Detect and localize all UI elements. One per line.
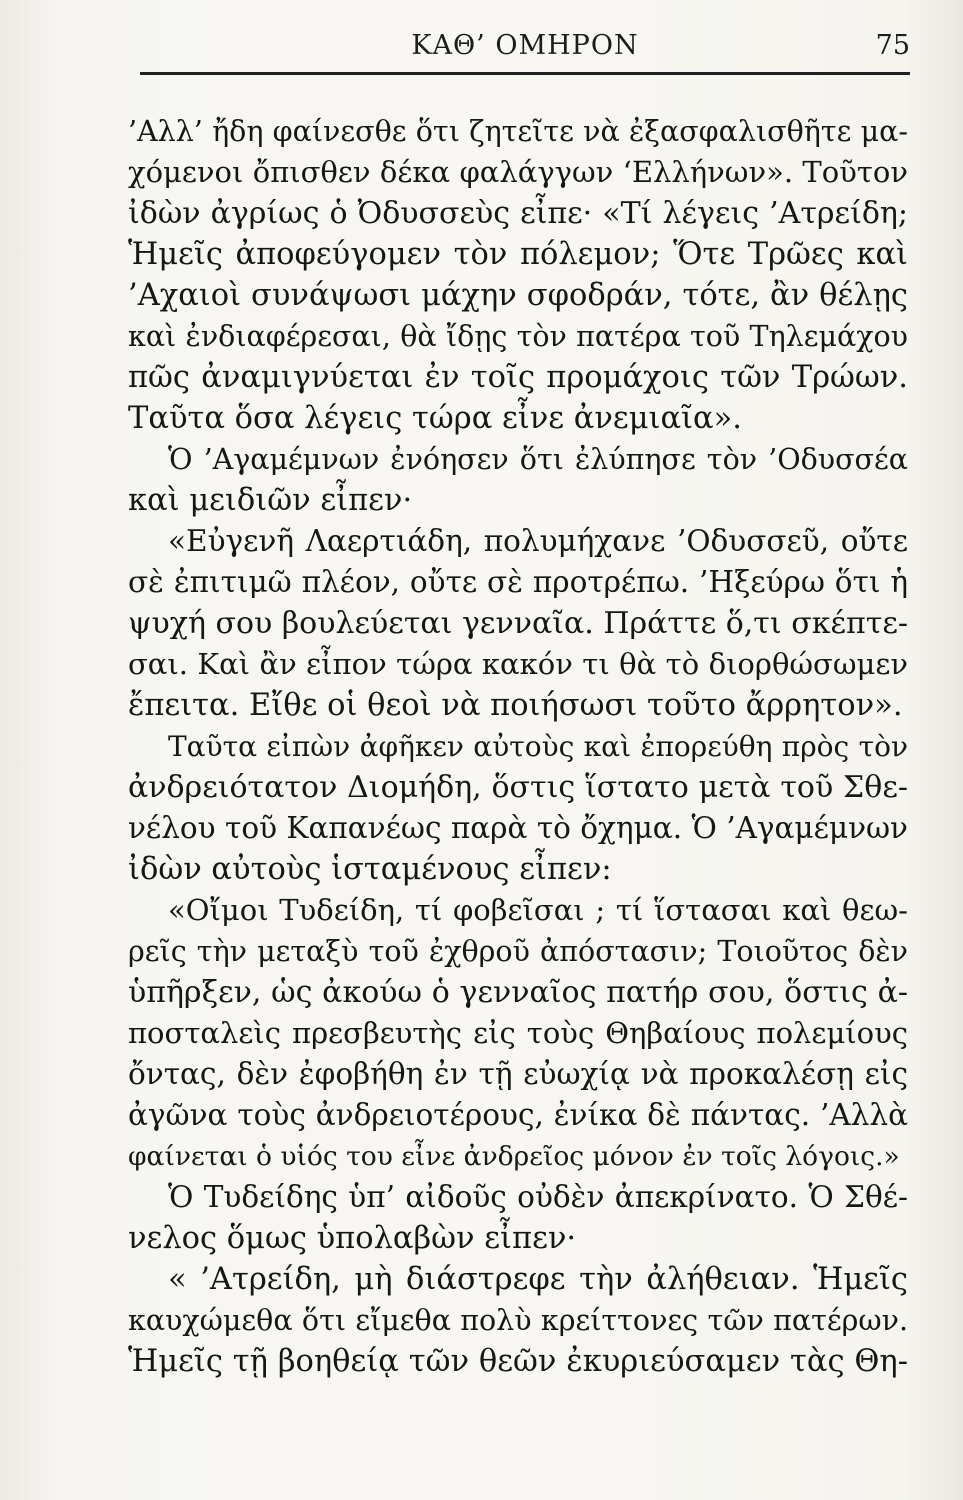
text-line: ψυχή σου βουλεύεται γενναῖα. Πράττε ὅ,τι σκέπτε- [128, 606, 908, 641]
text-line: νέλου τοῦ Καπανέως παρὰ τὸ ὄχημα. Ὁ ’Αγαμέμνων [128, 811, 908, 845]
text-line: «Οἴμοι Τυδείδη, τί φοβεῖσαι ; τί ἵστασαι καὶ θεω- [168, 893, 908, 927]
text-line: Ἡμεῖς ἀποφεύγομεν τὸν πόλεμον; Ὅτε Τρῶες καὶ [128, 237, 908, 272]
text-line: σαι. Καὶ ἂν εἶπον τώρα κακόν τι θὰ τὸ διορθώσωμεν [128, 647, 908, 681]
page-header [140, 30, 910, 70]
text-line: καὶ μειδιῶν εἶπεν· [128, 483, 413, 518]
text-line: καὶ ἐνδιαφέρεσαι, θὰ ἴδῃς τὸν πατέρα τοῦ Τηλεμάχου [128, 320, 908, 353]
text-line: Ταῦτα εἰπὼν ἀφῆκεν αὐτοὺς καὶ ἐπορεύθη πρὸς τὸν [168, 730, 908, 763]
text-line: Ὁ Τυδείδης ὑπ’ αἰδοῦς οὐδὲν ἀπεκρίνατο. Ὁ Σθέ- [168, 1180, 908, 1214]
text-line: « ’Ατρείδη, μὴ διάστρεφε τὴν ἀλήθειαν. Ἡμεῖς [168, 1262, 908, 1297]
text-line: ἀνδρειότατον Διομήδη, ὅστις ἵστατο μετὰ τοῦ Σθε- [128, 770, 908, 805]
text-line: νελος ὅμως ὑπολαβὼν εἶπεν· [128, 1221, 577, 1256]
text-line: φαίνεται ὁ υἱός του εἶνε ἀνδρεῖος μόνον ἐν τοῖς λόγοις.» [128, 1141, 900, 1172]
text-line: ποσταλεὶς πρεσβευτὴς εἰς τοὺς Θηβαίους πολεμίους [128, 1016, 908, 1050]
text-line: ἀγῶνα τοὺς ἀνδρειοτέρους, ἐνίκα δὲ πάντας. ’Αλλὰ [128, 1098, 908, 1132]
text-line: ρεῖς τὴν μεταξὺ τοῦ ἐχθροῦ ἀπόστασιν; Τοιοῦτος δὲν [128, 935, 908, 968]
text-line: ἔπειτα. Εἴθε οἱ θεοὶ νὰ ποιήσωσι τοῦτο ἄρρητον». [128, 688, 903, 723]
text-line: καυχώμεθα ὅτι εἴμεθα πολὺ κρείττονες τῶν πατέρων. [128, 1304, 908, 1337]
text-line: ἰδὼν ἀγρίως ὁ Ὀδυσσεὺς εἶπε· «Τί λέγεις ’Ατρείδη; [128, 196, 908, 231]
text-line: ὄντας, δὲν ἐφοβήθη ἐν τῇ εὐωχίᾳ νὰ προκαλέσῃ εἰς [128, 1057, 908, 1091]
text-line: σὲ ἐπιτιμῶ πλέον, οὔτε σὲ προτρέπω. ’Ηξεύρω ὅτι ἡ [128, 565, 908, 599]
text-line: πῶς ἀναμιγνύεται ἐν τοῖς προμάχοις τῶν Τρώων. [128, 360, 908, 395]
page-number: 75 [875, 30, 910, 61]
text-line: ’Αχαιοὶ συνάψωσι μάχην σφοδράν, τότε, ἂν θέλῃς [128, 278, 908, 313]
body-text [128, 111, 908, 1382]
text-line: ’Αλλ’ ἤδη φαίνεσθε ὅτι ζητεῖτε νὰ ἐξασφαλισθῆτε μα- [128, 115, 908, 148]
text-line: Ἡμεῖς τῇ βοηθείᾳ τῶν θεῶν ἐκυριεύσαμεν τὰς Θη- [128, 1344, 908, 1379]
running-title: ΚΑΘ’ ΟΜΗΡΟΝ [411, 30, 639, 61]
text-line: Ὁ ’Αγαμέμνων ἐνόησεν ὅτι ἐλύπησε τὸν ’Οδυσσέα [168, 443, 908, 476]
header-rule [140, 72, 910, 75]
text-line: «Εὐγενῆ Λαερτιάδη, πολυμήχανε ’Οδυσσεῦ, οὔτε [168, 524, 908, 558]
text-line: ὑπῆρξεν, ὡς ἀκούω ὁ γενναῖος πατήρ σου, ὅστις ἀ- [128, 975, 908, 1010]
text-line: ἰδὼν αὐτοὺς ἱσταμένους εἶπεν: [128, 852, 612, 887]
text-line: χόμενοι ὄπισθεν δέκα φαλάγγων ‘Ελλήνων». Τοῦτον [128, 155, 908, 189]
text-line: Ταῦτα ὅσα λέγεις τώρα εἶνε ἀνεμιαῖα». [128, 401, 743, 436]
